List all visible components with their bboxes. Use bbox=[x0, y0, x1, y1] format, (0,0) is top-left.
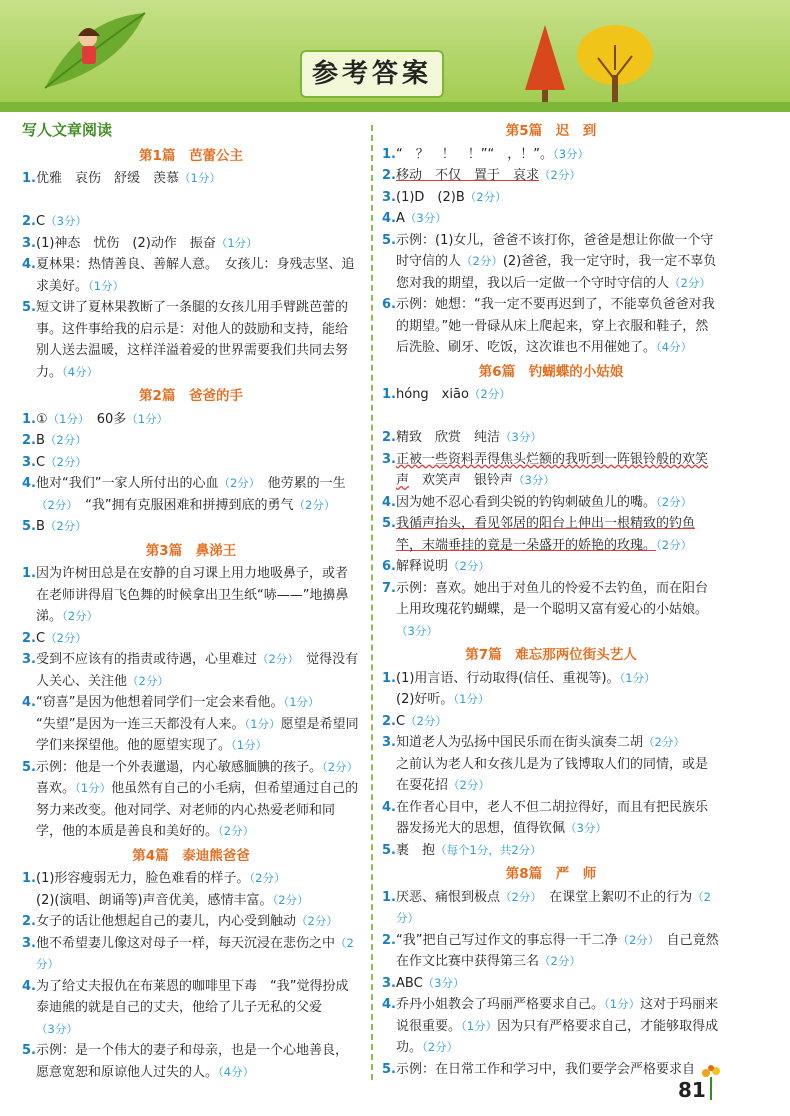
column-divider bbox=[371, 125, 373, 1080]
answer-8-1: 1. 厌恶、痛恨到极点（2分） 在课堂上絮叨不止的行为（2分） bbox=[382, 889, 711, 925]
answer-6-3: 3. 正被一些资料弄得焦头烂额的我听到一阵银铃般的欢笑声 欢笑声 银铃声（3分） bbox=[382, 451, 709, 488]
answer-5-2: 2. 移动 不仅 置于 哀求（2分） bbox=[382, 168, 581, 183]
answer-6-7: 7. 示例：喜欢。她出于对鱼儿的怜爱不去钓鱼，而在阳台上用玫瑰花钓蝴蝶，是一个聪明又富有爱心的小姑娘。（3分） bbox=[382, 580, 709, 638]
passage-5-title: 第5篇 迟 到 bbox=[505, 123, 597, 139]
answer-4-3: 3. 他不希望妻儿像这对母子一样，每天沉浸在悲伤之中（2分） bbox=[22, 935, 354, 971]
answer-5-1: 1. “ ？ ！ ！”“ ，！”。（3分） bbox=[382, 146, 590, 162]
answer-7-1: 1. (1)用言语、行动取得(信任、重视等)。（1分） (2)好听。（1分） bbox=[382, 670, 656, 707]
answer-2-4: 4. 他对“我们”一家人所付出的心血（2分） 他劳累的一生（2分） “我”拥有克服困难和拼搏到底的勇气（2分） bbox=[22, 476, 346, 513]
answer-3-3: 3. 受到不应该有的指责或待遇，心里难过（2分） 觉得没有人关心、关注他（2分） bbox=[22, 652, 359, 689]
section-title: 写人文章阅读 bbox=[22, 121, 113, 139]
answer-1-5: 5. 短文讲了夏林果教断了一条腿的女孩儿用手臂跳芭蕾的事。这件事给我的启示是：对他人的鼓励和支持，能给别人送去温暖，这样洋溢着爱的世界需要我们共同去努力。（4分） bbox=[22, 300, 349, 380]
passage-3-title: 第3篇 鼻涕王 bbox=[145, 542, 237, 559]
answer-2-2: 2. B（2分） bbox=[22, 433, 87, 448]
answer-6-1: 1. hóng xiāo（2分） bbox=[382, 387, 511, 402]
answer-1-3: 3. (1)神态 忧伤 (2)动作 振奋（1分） bbox=[22, 235, 258, 251]
page-header bbox=[0, 0, 790, 112]
page-title: 参考答案 bbox=[300, 50, 444, 98]
answer-5-3: 3. (1)D (2)B（2分） bbox=[382, 189, 507, 205]
left-column bbox=[22, 118, 360, 1083]
passage-2-title: 第2篇 爸爸的手 bbox=[139, 388, 243, 404]
passage-4-title: 第4篇 泰迪熊爸爸 bbox=[132, 847, 250, 864]
answer-8-3: 3. ABC（3分） bbox=[382, 975, 465, 991]
answer-6-6: 6. 解释说明（2分） bbox=[382, 559, 490, 574]
trees-icon bbox=[520, 20, 670, 110]
answer-5-4: 4. A（3分） bbox=[382, 211, 447, 226]
answer-2-1: 1. ①（1分） 60多（1分） bbox=[22, 411, 169, 427]
answer-7-4: 4. 在作者心目中，老人不但二胡拉得好，而且有把民族乐器发扬光大的思想，值得钦佩（3分） bbox=[382, 799, 709, 836]
passage-7-title: 第7篇 难忘那两位街头艺人 bbox=[465, 647, 637, 663]
answer-3-4: 4. “窃喜”是因为他想着同学们一定会来看他。（1分） “失望”是因为一连三天都没有人来。（1分）愿望是希望同学们来探望他。他的愿望实现了。（1分） bbox=[22, 695, 359, 753]
answer-8-4: 4. 乔丹小姐教会了玛丽严格要求自己。（1分）这对于玛丽来说很重要。（1分）因为只有严格要求自己，才能够取得成功。（2分） bbox=[382, 997, 719, 1055]
answer-6-2: 2. 精致 欣赏 纯洁（3分） bbox=[382, 430, 542, 445]
right-column bbox=[382, 118, 720, 1080]
answer-3-1: 1. 因为许树田总是在安静的自习课上用力地吸鼻子，或者在老师讲得眉飞色舞的时候拿出卫生纸“哧——”地擤鼻涕。（2分） bbox=[22, 566, 349, 624]
answer-3-2: 2. C（2分） bbox=[22, 630, 87, 646]
answer-5-6: 6. 示例：她想：“我一定不要再迟到了，不能辜负爸爸对我的期望。”她一骨碌从床上爬起来，穿上衣服和鞋子，然后洗脸、刷牙、吃饭，这次谁也不用催她了。（4分） bbox=[382, 297, 715, 355]
answer-4-1: 1. (1)形容瘦弱无力，脸色难看的样子。（2分） (2)(演唱、朗诵等)声音优美，感情丰富。（2分） bbox=[22, 871, 309, 908]
passage-6-title: 第6篇 钓蝴蝶的小姑娘 bbox=[478, 363, 624, 380]
answer-7-2: 2. C（2分） bbox=[382, 713, 447, 729]
answer-8-5: 5. 示例：在日常工作和学习中，我们要学会严格要求自 bbox=[382, 1061, 696, 1077]
answer-1-2: 2. C（3分） bbox=[22, 214, 87, 229]
answer-4-4: 4. 为了给丈夫报仇在布莱恩的咖啡里下毒 “我”觉得扮成泰迪熊的就是自己的丈夫，他给了儿子无私的父爱（3分） bbox=[22, 978, 349, 1036]
passage-1-title: 第1篇 芭蕾公主 bbox=[139, 147, 243, 164]
page-number: 81 bbox=[678, 1078, 706, 1102]
answer-6-4: 4. 因为她不忍心看到尖锐的钓钩刺破鱼儿的嘴。（2分） bbox=[382, 494, 693, 510]
answer-1-1: 1. 优雅 哀伤 舒缓 羡慕（1分） bbox=[22, 171, 221, 186]
answer-4-5: 5. 示例：是一个伟大的妻子和母亲，也是一个心地善良，愿意宽恕和原谅他人过失的人。（4分） bbox=[22, 1043, 349, 1080]
sprout-icon bbox=[700, 1065, 722, 1100]
answer-8-2: 2. “我”把自己写过作文的事忘得一干二净（2分） 自己竟然在作文比赛中获得第三名（2分） bbox=[382, 932, 719, 969]
answer-4-2: 2. 女子的话让他想起自己的妻儿，内心受到触动（2分） bbox=[22, 914, 338, 929]
answer-6-5: 5. 我循声抬头，看见邻居的阳台上伸出一根精致的钓鱼竿，末端垂挂的竟是一朵盛开的娇艳的玫瑰。（2分） bbox=[382, 516, 696, 553]
passage-8-title: 第8篇 严 师 bbox=[505, 866, 597, 882]
answer-7-5: 5. 裹 抱（每个1分，共2分） bbox=[382, 842, 542, 858]
header-strip bbox=[0, 102, 790, 112]
answer-5-5: 5. 示例：(1)女儿，爸爸不该打你，爸爸是想让你做一个守时守信的人（2分）(2)爸爸，我一定守时，我一定不辜负您对我的期望，我以后一定做一个守时守信的人（2分） bbox=[382, 232, 717, 291]
answer-1-4: 4. 夏林果：热情善良、善解人意。 女孩儿：身残志坚、追求美好。（1分） bbox=[22, 257, 355, 294]
girl-on-leaf-icon bbox=[40, 8, 150, 98]
answer-7-3: 3. 知道老人为弘扬中国民乐而在街头演奏二胡（2分） 之前认为老人和女孩儿是为了钱博取人们的同情，或是在耍花招（2分） bbox=[382, 735, 709, 793]
answer-2-5: 5. B（2分） bbox=[22, 519, 87, 534]
answer-3-5: 5. 示例：他是一个外表邋遢，内心敏感腼腆的孩子。（2分） 喜欢。（1分）他虽然有自己的小毛病，但希望通过自己的努力来改变。他对同学、对老师的内心热爱老师和同学，他的本质是善良和美好的。（2分） bbox=[22, 759, 359, 839]
answer-2-3: 3. C（2分） bbox=[22, 454, 87, 470]
